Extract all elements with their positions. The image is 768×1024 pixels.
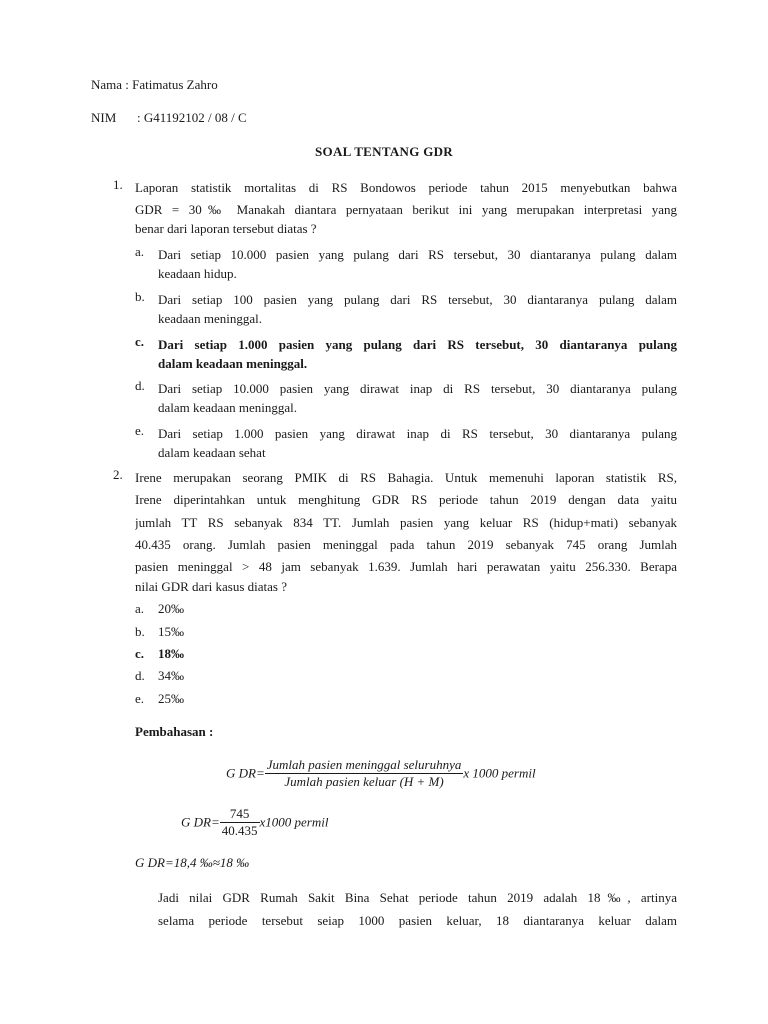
q1-option-c-line-2: dalam keadaan meninggal.: [158, 356, 308, 371]
pembahasan-label: Pembahasan :: [135, 724, 214, 739]
q1-text-line-3: benar dari laporan tersebut diatas ?: [135, 221, 317, 236]
q1-option-e-letter: e.: [135, 423, 145, 438]
q1-option-b-line-1: Dari setiap 100 pasien yang pulang dari RS tersebut, 30 diantaranya pulang dalam: [158, 292, 677, 307]
formula-1-numerator: Jumlah pasien meninggal seluruhnya: [266, 757, 462, 772]
q1-option-d-line-1: Dari setiap 10.000 pasien yang dirawat inap di RS tersebut, 30 diantaranya pulang: [158, 381, 677, 396]
formula-1-denominator: Jumlah pasien keluar (H + M): [284, 774, 444, 789]
formula-2-rhs: x1000 permil: [259, 814, 329, 830]
q2-option-d-text: 34‰: [158, 668, 184, 683]
q1-option-b-line-2: keadaan meninggal.: [158, 311, 262, 326]
page-title: SOAL TENTANG GDR: [315, 144, 453, 159]
q1-option-a-line-1: Dari setiap 10.000 pasien yang pulang dari RS tersebut, 30 diantaranya pulang dalam: [158, 247, 677, 262]
formula-2-fraction: [220, 806, 260, 839]
formula-1-lhs: G DR=: [226, 765, 265, 781]
q1-option-d-line-2: dalam keadaan meninggal.: [158, 400, 297, 415]
q2-option-b-letter: b.: [135, 624, 145, 639]
q2-text-line-1: Irene merupakan seorang PMIK di RS Bahagia. Untuk memenuhi laporan statistik RS,: [135, 470, 677, 485]
formula-1-rhs: x 1000 permil: [463, 765, 536, 781]
formula-gdr-result: G DR=18,4 ‰≈18 ‰: [135, 855, 250, 870]
q2-option-e-text: 25‰: [158, 691, 184, 706]
q1-text-line-2: GDR = 30‰ Manakah diantara pernyataan berikut ini yang merupakan interpretasi yang: [135, 202, 677, 217]
q1-number: 1.: [113, 177, 123, 192]
q2-text-line-6: nilai GDR dari kasus diatas ?: [135, 579, 287, 594]
student-name: Nama : Fatimatus Zahro: [91, 77, 218, 92]
q2-text-line-3: jumlah TT RS sebanyak 834 TT. Jumlah pasien yang keluar RS (hidup+mati) sebanyak: [135, 515, 677, 530]
q2-option-c-text: 18‰: [158, 646, 184, 661]
nim-label: NIM: [91, 110, 117, 125]
formula-2-numerator: 745: [220, 806, 260, 823]
q2-option-a-text: 20‰: [158, 601, 184, 616]
q1-option-d-letter: d.: [135, 378, 145, 393]
q1-option-b-letter: b.: [135, 289, 145, 304]
nim-value: : G41192102 / 08 / C: [137, 110, 247, 125]
formula-gdr-general: [226, 757, 536, 790]
formula-2-denominator: 40.435: [221, 823, 258, 838]
formula-gdr-substituted: [181, 806, 328, 839]
formula-1-fraction: [265, 757, 464, 790]
q1-option-a-line-2: keadaan hidup.: [158, 266, 237, 281]
q1-option-a-letter: a.: [135, 244, 145, 259]
conclusion-line-1: Jadi nilai GDR Rumah Sakit Bina Sehat periode tahun 2019 adalah 18‰, artinya: [158, 890, 677, 905]
q2-number: 2.: [113, 467, 123, 482]
q2-option-b-text: 15‰: [158, 624, 184, 639]
q2-option-c-letter: c.: [135, 646, 145, 661]
q1-text-line-1: Laporan statistik mortalitas di RS Bondowos periode tahun 2015 menyebutkan bahwa: [135, 180, 677, 195]
q1-option-c-line-1: Dari setiap 1.000 pasien yang pulang dari RS tersebut, 30 diantaranya pulang: [158, 337, 677, 352]
q2-text-line-2: Irene diperintahkan untuk menghitung GDR RS periode tahun 2019 dengan data yaitu: [135, 492, 677, 507]
q1-option-e-line-1: Dari setiap 1.000 pasien yang dirawat inap di RS tersebut, 30 diantaranya pulang: [158, 426, 677, 441]
q1-option-c-letter: c.: [135, 334, 145, 349]
q2-option-d-letter: d.: [135, 668, 145, 683]
q2-option-e-letter: e.: [135, 691, 145, 706]
q2-text-line-5: pasien meninggal > 48 jam sebanyak 1.639. Jumlah hari perawatan yaitu 256.330. Berapa: [135, 559, 677, 574]
formula-2-lhs: G DR=: [181, 814, 220, 830]
conclusion-line-2: selama periode tersebut seiap 1000 pasien keluar, 18 diantaranya keluar dalam: [158, 913, 677, 928]
q2-option-a-letter: a.: [135, 601, 145, 616]
q1-option-e-line-2: dalam keadaan sehat: [158, 445, 266, 460]
q2-text-line-4: 40.435 orang. Jumlah pasien meninggal pada tahun 2019 sebanyak 745 orang Jumlah: [135, 537, 677, 552]
